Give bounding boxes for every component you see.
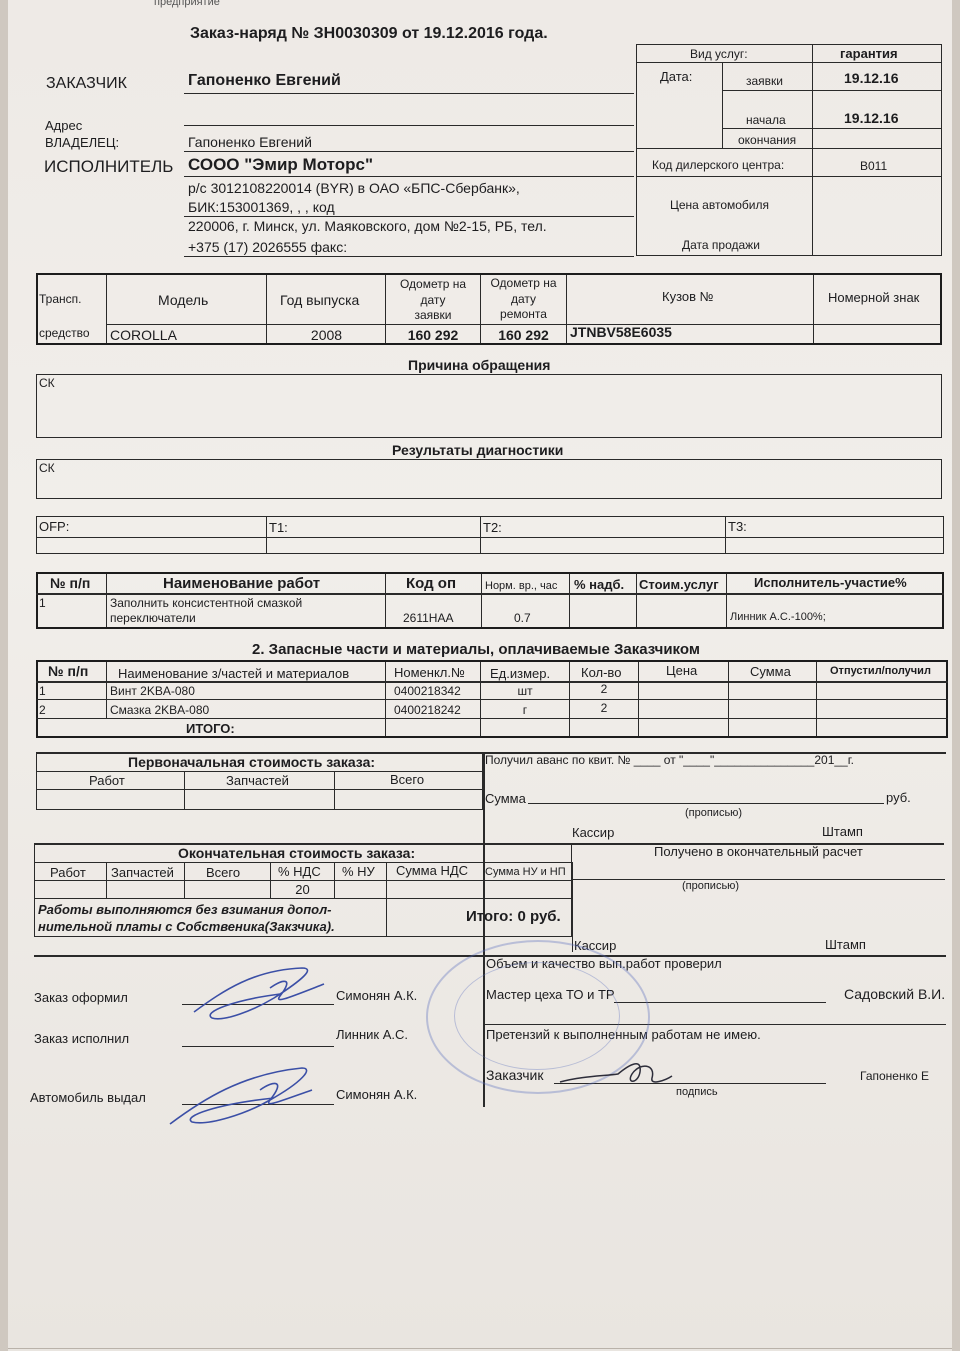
odometer-repair: 160 292 <box>498 327 549 343</box>
works-norm-header: Норм. вр., час <box>485 580 558 592</box>
owner-name: Гапоненко Евгений <box>188 134 312 150</box>
customer-sign-caption: подпись <box>676 1086 718 1098</box>
diagnostics-box <box>36 459 942 499</box>
t3-label: T3: <box>728 519 747 534</box>
advance-stamp: Штамп <box>822 824 863 839</box>
works-row-name-2: переключатели <box>110 611 196 625</box>
final-nu-np-sum-label: Сумма НУ и НП <box>485 866 566 878</box>
odo-repair-header-1: Одометр на <box>490 276 557 290</box>
reason-text: СК <box>39 376 55 390</box>
t1-label: T1: <box>269 520 288 535</box>
ordered-label: Заказ оформил <box>34 990 128 1005</box>
initial-works-label: Работ <box>89 773 125 788</box>
plate-header: Номерной знак <box>828 290 920 305</box>
document-sheet <box>8 0 952 1351</box>
odo-repair-header-2: дату <box>510 292 537 306</box>
executor-account: р/с 3012108220014 (BYR) в ОАО «БПС-Сбербанк», <box>188 180 520 196</box>
works-executor-header: Исполнитель-участие% <box>754 575 907 590</box>
final-total-label: Всего <box>206 865 241 880</box>
parts-row-2-unit: г <box>522 703 528 717</box>
executor-address: 220006, г. Минск, ул. Маяковского, дом №2-15, РБ, тел. <box>188 218 547 234</box>
executor-name: СООО "Эмир Моторс" <box>188 155 374 174</box>
parts-name-header: Наименование з/частей и материалов <box>118 666 350 681</box>
vehicle-model: COROLLA <box>110 327 177 343</box>
diagnostics-title: Результаты диагностики <box>392 442 564 458</box>
parts-row-2-qty: 2 <box>600 701 608 715</box>
owner-label: ВЛАДЕЛЕЦ: <box>45 135 120 150</box>
vehicle-label-2: средство <box>39 326 90 340</box>
advance-line: Получил аванс по квит. № ____ от "____"_______________201__г. <box>485 753 854 767</box>
customer-sign-name: Гапоненко Е <box>860 1069 929 1083</box>
master-label: Мастер цеха ТО и ТР <box>486 987 615 1002</box>
vehicle-label-1: Трансп. <box>39 292 82 306</box>
final-payment-stamp: Штамп <box>825 937 866 952</box>
works-row-executor: Линник А.С.-100%; <box>730 611 826 623</box>
works-name-header: Наименование работ <box>163 575 321 592</box>
works-markup-header: % надб. <box>574 577 625 592</box>
final-payment-cashier: Кассир <box>574 938 617 953</box>
vehicle-year: 2008 <box>310 327 343 343</box>
parts-row-1-name: Винт 2KBA-080 <box>110 684 195 698</box>
master-name: Садовский В.И. <box>844 986 946 1002</box>
advance-in-words: (прописью) <box>685 807 743 819</box>
final-note-line-2: нительной платы с Собственика(Закзчика). <box>38 919 335 934</box>
parts-row-1-code: 0400218342 <box>394 684 461 698</box>
body-number: JTNBV58E6035 <box>570 324 672 340</box>
done-label: Заказ исполнил <box>34 1031 130 1046</box>
parts-title: 2. Запасные части и материалы, оплачиваемые Заказчиком <box>252 641 700 658</box>
executor-phone: +375 (17) 2026555 факс: <box>188 239 348 255</box>
ordered-name: Симонян А.К. <box>336 988 418 1003</box>
parts-price-header: Цена <box>666 663 698 678</box>
customer-signature <box>556 1050 676 1094</box>
quality-check-label: Объем и качество вып.работ проверил <box>486 956 722 971</box>
customer-sign-label: Заказчик <box>486 1067 544 1083</box>
corner-text: предприятие <box>154 0 220 8</box>
final-nu-pct-label: % НУ <box>342 864 375 879</box>
parts-issued-header: Отпустил/получил <box>830 665 931 677</box>
parts-row-1-num: 1 <box>39 684 46 698</box>
final-works-label: Работ <box>50 865 86 880</box>
advance-cashier: Кассир <box>572 825 615 840</box>
end-date-label: окончания <box>738 133 797 147</box>
final-vat-sum-label: Сумма НДС <box>396 863 469 878</box>
parts-row-2-num: 2 <box>39 703 46 717</box>
final-total-text: Итого: 0 руб. <box>466 908 561 925</box>
year-header: Год выпуска <box>280 292 360 308</box>
final-payment-title: Получено в окончательный расчет <box>654 844 863 859</box>
final-vat-pct-label: % НДС <box>278 864 321 879</box>
start-date-label: начала <box>746 113 786 127</box>
dealer-code-label: Код дилерского центра: <box>652 158 785 172</box>
parts-sum-header: Сумма <box>750 664 791 679</box>
issued-label: Автомобиль выдал <box>30 1090 146 1105</box>
initial-cost-title: Первоначальная стоимость заказа: <box>128 754 376 770</box>
odo-request-header-2: дату <box>420 293 446 307</box>
customer-label: ЗАКАЗЧИК <box>46 75 127 92</box>
parts-unit-header: Ед.измер. <box>490 666 551 681</box>
parts-total-label: ИТОГО: <box>186 721 235 736</box>
odo-request-header-3: заявки <box>414 308 452 322</box>
works-row-code: 2611HAA <box>403 611 454 625</box>
t2-label: T2: <box>483 520 502 535</box>
sale-date-label: Дата продажи <box>682 238 760 252</box>
service-type: гарантия <box>840 46 898 61</box>
final-note-line-1: Работы выполняются без взимания допол- <box>38 902 332 917</box>
claims-label: Претензий к выполненным работам не имею. <box>486 1027 761 1042</box>
parts-qty-header: Кол-во <box>581 665 622 680</box>
odo-request-header-1: Одометр на <box>399 277 467 291</box>
works-code-header: Код оп <box>406 575 457 592</box>
advance-sum-label: Сумма <box>485 791 526 806</box>
diagnostics-text: СК <box>39 461 55 475</box>
final-vat-value: 20 <box>295 882 310 897</box>
date-label: Дата: <box>660 69 693 84</box>
ordered-signature <box>184 960 334 1030</box>
final-cost-title: Окончательная стоимость заказа: <box>178 845 416 861</box>
service-type-label: Вид услуг: <box>690 47 748 61</box>
reason-box <box>36 374 942 438</box>
request-date: 19.12.16 <box>844 70 899 86</box>
works-row-num: 1 <box>39 596 46 610</box>
odometer-request: 160 292 <box>407 327 459 343</box>
final-payment-in-words: (прописью) <box>682 880 740 892</box>
start-date: 19.12.16 <box>844 110 899 126</box>
works-num-header: № п/п <box>50 575 91 591</box>
initial-total-label: Всего <box>390 772 425 787</box>
customer-name: Гапоненко Евгений <box>188 72 341 89</box>
request-date-label: заявки <box>746 74 784 88</box>
parts-row-2-name: Смазка 2KBA-080 <box>110 703 210 717</box>
ofp-label: OFP: <box>39 519 70 534</box>
model-header: Модель <box>158 292 209 308</box>
reason-title: Причина обращения <box>408 357 551 373</box>
document-title: Заказ-наряд № ЗН0030309 от 19.12.2016 года. <box>190 25 548 42</box>
odo-repair-header-3: ремонта <box>500 307 547 321</box>
advance-rub: руб. <box>886 790 911 805</box>
works-row-name-1: Заполнить консистентной смазкой <box>110 596 303 610</box>
issued-signature <box>162 1060 332 1130</box>
works-cost-header: Стоим.услуг <box>639 577 719 592</box>
done-name: Линник А.С. <box>336 1027 408 1042</box>
executor-label: ИСПОЛНИТЕЛЬ <box>44 157 174 176</box>
works-row-norm: 0.7 <box>514 611 531 625</box>
parts-row-1-qty: 2 <box>600 682 608 696</box>
parts-code-header: Номенкл.№ <box>394 665 465 680</box>
issued-name: Симонян А.К. <box>336 1087 418 1102</box>
parts-row-2-code: 0400218242 <box>394 703 461 717</box>
address-label: Адрес <box>45 118 83 133</box>
body-header: Кузов № <box>662 289 714 304</box>
final-parts-label: Запчастей <box>111 865 174 880</box>
parts-row-1-unit: шт <box>517 684 533 698</box>
dealer-code: B011 <box>860 159 888 173</box>
car-price-label: Цена автомобиля <box>670 198 770 212</box>
initial-parts-label: Запчастей <box>226 773 289 788</box>
parts-num-header: № п/п <box>48 663 89 679</box>
executor-bik: БИК:153001369, , , код <box>188 199 335 215</box>
